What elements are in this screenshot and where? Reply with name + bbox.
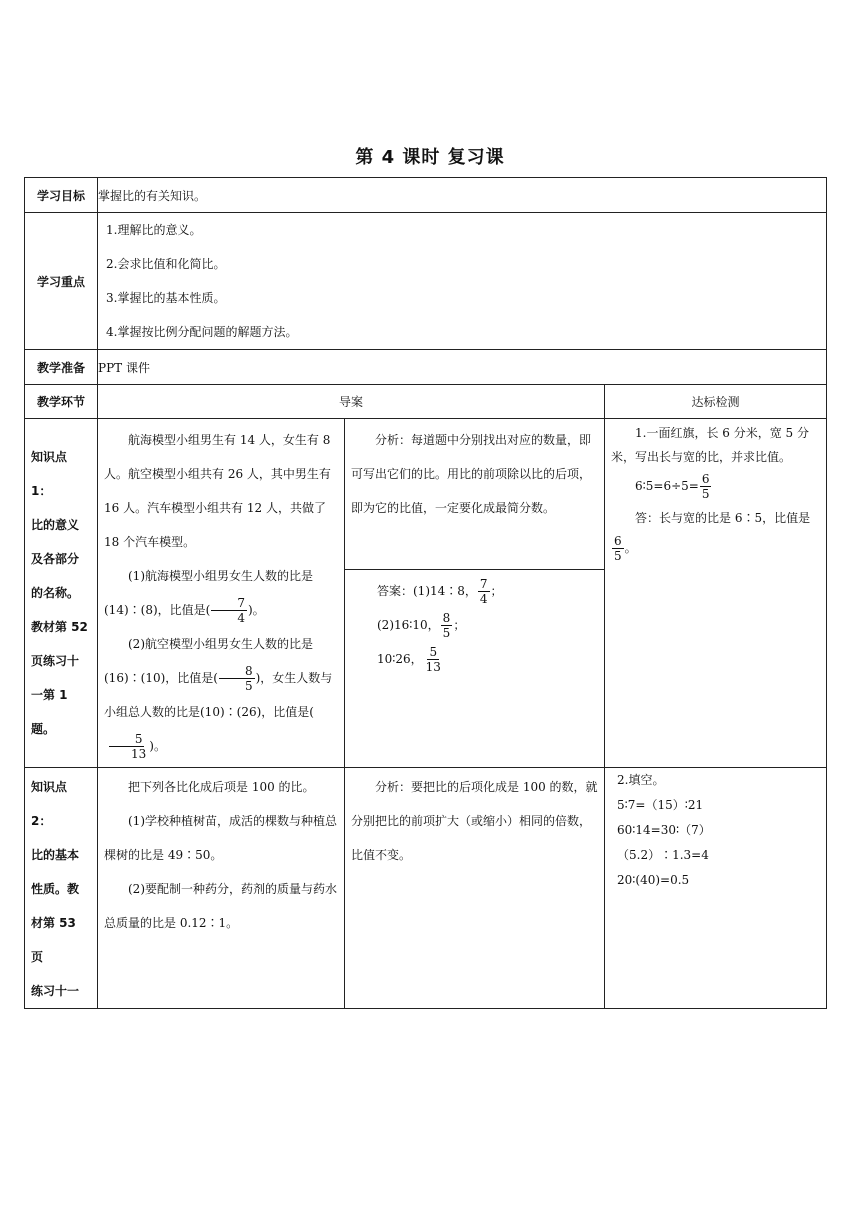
kp1-q2 xyxy=(104,627,338,763)
row-objective xyxy=(25,178,827,213)
kp1-answer-text: 答案：(1)14∶8， xyxy=(377,584,477,598)
kp1-label-line: 一第 1 题。 xyxy=(31,688,68,736)
focus-item: 4.掌握按比例分配问题的解题方法。 xyxy=(106,325,298,339)
fraction-denominator: 5 xyxy=(442,626,451,640)
kp1-intro: 航海模型小组男生有 14 人，女生有 8 人。航空模型小组共有 26 人，其中男生有 16 人。汽车模型小组共有 12 人，共做了 18 个汽车模型。 xyxy=(104,433,331,549)
kp1-analysis-answer xyxy=(345,419,605,768)
fraction xyxy=(105,732,148,761)
kp1-q1-end: )。 xyxy=(247,603,265,617)
check-header: 达标检测 xyxy=(605,385,827,419)
fraction-numerator: 5 xyxy=(429,645,438,659)
kp1-q1-text: (1)航海模型小组男女生人数的比是(14)∶(8)，比值是( xyxy=(104,569,313,617)
kp2-analysis xyxy=(345,768,605,1009)
fraction-denominator: 5 xyxy=(244,679,253,693)
kp2-check-line: （5.2）∶1.3=4 xyxy=(617,848,709,862)
kp2-label-line: 性质。教 xyxy=(31,882,80,896)
kp1-check-answer-value xyxy=(611,533,820,563)
objective-label: 学习目标 xyxy=(25,178,98,213)
row-kp1 xyxy=(25,419,827,768)
fraction-numerator: 6 xyxy=(701,472,710,486)
kp1-answer-line xyxy=(377,608,598,642)
kp1-label-line: 页练习十 xyxy=(31,654,80,668)
focus-item: 2.会求比值和化简比。 xyxy=(106,257,226,271)
fraction-denominator: 5 xyxy=(614,549,622,563)
kp1-answer xyxy=(345,569,604,680)
fraction-numerator: 7 xyxy=(479,577,488,591)
kp2-label-line: 比的基本 xyxy=(31,848,80,862)
kp2-label-line: 知识点 2： xyxy=(31,780,68,828)
kp1-q2-text: (2)航空模型小组男女生人数的比是(16)∶(10)，比值是( xyxy=(104,637,313,685)
section-header-label: 教学环节 xyxy=(25,385,98,419)
fraction xyxy=(424,645,443,674)
fraction-numerator: 8 xyxy=(219,664,255,679)
objective-text: 掌握比的有关知识。 xyxy=(98,178,827,213)
kp2-analysis-text: 分析：要把比的后项化成是 100 的数，就分别把比的前项扩大（或缩小）相同的倍数，比值不变。 xyxy=(351,780,598,862)
fraction xyxy=(478,577,490,606)
prep-label: 教学准备 xyxy=(25,350,98,385)
focus-item: 3.掌握比的基本性质。 xyxy=(106,291,226,305)
fraction-denominator: 13 xyxy=(425,660,441,674)
kp1-answer-line xyxy=(377,574,598,608)
kp1-check-answer: 答：长与宽的比是 6∶5，比值是 xyxy=(635,511,811,525)
kp1-analysis xyxy=(345,419,604,569)
kp1-label-line: 比的意义 xyxy=(31,518,80,532)
kp1-q1 xyxy=(104,559,338,627)
kp1-check-answer-end: 。 xyxy=(624,541,637,555)
kp2-label-line: 材第 53 页 xyxy=(31,916,76,964)
kp2-check-line: 2.填空。 xyxy=(617,773,665,787)
kp1-answer-text: (2)16∶10， xyxy=(377,618,440,632)
lesson-plan-table xyxy=(24,177,827,1009)
kp1-label-line: 教材第 52 xyxy=(31,620,88,634)
kp2-q2: (2)要配制一种药分，药剂的质量与药水总质量的比是 0.12∶1。 xyxy=(104,882,337,930)
kp1-label-line: 知识点 1： xyxy=(31,450,68,498)
kp2-problem xyxy=(98,768,345,1009)
kp1-check-calc-text: 6∶5=6÷5= xyxy=(635,479,699,493)
fraction-numerator: 5 xyxy=(109,732,145,747)
fraction-numerator: 7 xyxy=(211,596,247,611)
kp2-label xyxy=(25,768,98,1009)
focus-label: 学习重点 xyxy=(25,213,98,350)
fraction-denominator: 4 xyxy=(237,611,245,625)
kp1-analysis-text: 分析：每道题中分别找出对应的数量，即可写出它们的比。用比的前项除以比的后项，即为它的比值，一定要化成最简分数。 xyxy=(351,433,592,515)
kp1-problem xyxy=(98,419,345,768)
kp1-check xyxy=(605,419,827,768)
kp2-check xyxy=(605,768,827,1009)
fraction-denominator: 4 xyxy=(479,592,488,606)
kp1-answer-line xyxy=(377,642,598,676)
fraction-numerator: 6 xyxy=(614,534,622,548)
fraction xyxy=(441,611,453,640)
focus-list xyxy=(98,213,827,350)
kp1-answer-end: ； xyxy=(453,618,466,632)
row-focus xyxy=(25,213,827,350)
kp1-label-line: 的名称。 xyxy=(31,586,80,600)
row-prep xyxy=(25,350,827,385)
kp1-label-line: 及各部分 xyxy=(31,552,80,566)
page-title: 第 4 课时 复习课 xyxy=(355,147,505,168)
row-header xyxy=(25,385,827,419)
kp1-answer-end: ； xyxy=(490,584,503,598)
fraction xyxy=(219,664,255,693)
kp2-check-line: 60∶14=30∶（7） xyxy=(617,823,711,837)
kp2-check-line: 5∶7=（15）∶21 xyxy=(617,798,704,812)
kp2-q1: (1)学校种植树苗，成活的棵数与种植总棵树的比是 49∶50。 xyxy=(104,814,337,862)
fraction-denominator: 5 xyxy=(701,487,710,501)
row-kp2 xyxy=(25,768,827,1009)
kp1-q2-mid: )，女生人数与小组总人数的比是(10)∶(26)，比值是( xyxy=(104,671,333,719)
guide-header: 导案 xyxy=(98,385,605,419)
kp1-check-calc xyxy=(611,469,820,503)
fraction xyxy=(700,472,712,501)
focus-item: 1.理解比的意义。 xyxy=(106,223,202,237)
kp2-check-line: 20∶(40)=0.5 xyxy=(617,873,690,887)
prep-text: PPT 课件 xyxy=(98,350,827,385)
fraction xyxy=(612,534,624,563)
fraction xyxy=(211,596,247,625)
fraction-denominator: 13 xyxy=(131,747,147,761)
kp1-q2-end: )。 xyxy=(149,739,166,753)
kp1-check-question: 1.一面红旗，长 6 分米，宽 5 分米，写出长与宽的比，并求比值。 xyxy=(611,426,809,464)
kp2-intro: 把下列各比化成后项是 100 的比。 xyxy=(128,780,315,794)
kp1-label xyxy=(25,419,98,768)
fraction-numerator: 8 xyxy=(442,611,451,625)
kp1-answer-text: 10∶26， xyxy=(377,652,423,666)
kp2-label-line: 练习十一 xyxy=(31,984,80,998)
